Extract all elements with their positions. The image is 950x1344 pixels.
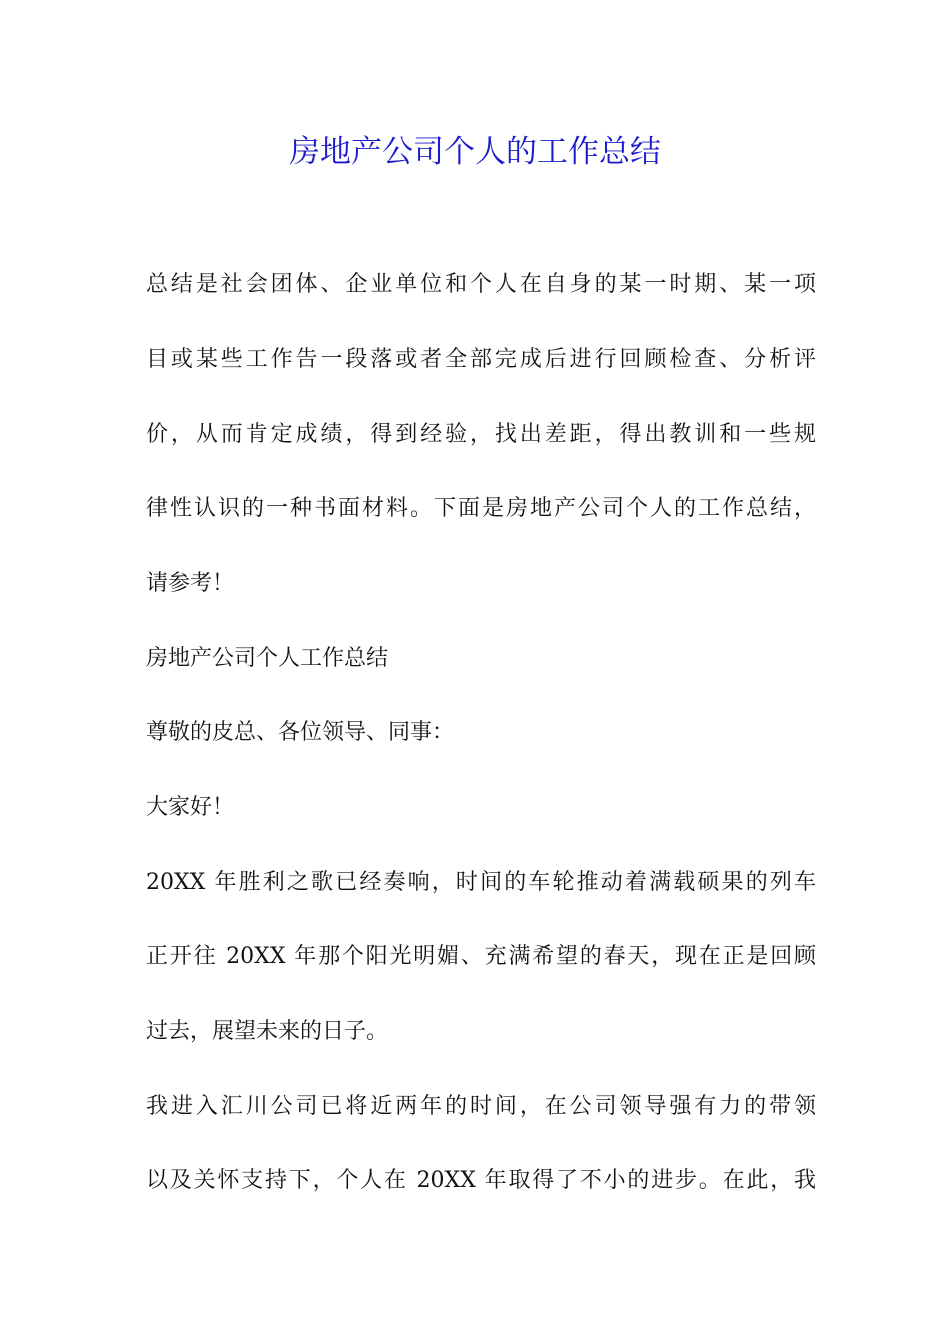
salutation: 尊敬的皮总、各位领导、同事： [146,720,455,745]
body-line-1: 总结是社会团体、企业单位和个人在自身的某一时期、某一项 [146,272,816,297]
body-line-9: 20XX 年胜利之歌已经奏响，时间的车轮推动着满载硕果的列车 [146,870,816,895]
section-heading: 房地产公司个人工作总结 [146,646,389,671]
body-line-3: 价，从而肯定成绩，得到经验，找出差距，得出教训和一些规 [146,422,816,447]
body-line-13: 以及关怀支持下，个人在 20XX 年取得了不小的进步。在此，我 [146,1168,816,1193]
body-line-10: 正开往 20XX 年那个阳光明媚、充满希望的春天，现在正是回顾 [146,944,816,969]
body-line-11: 过去，展望未来的日子。 [146,1019,389,1044]
body-line-2: 目或某些工作告一段落或者全部完成后进行回顾检查、分析评 [146,347,816,372]
body-line-4: 律性认识的一种书面材料。下面是房地产公司个人的工作总结， [146,496,816,521]
body-line-5: 请参考！ [146,571,235,596]
body-line-12: 我进入汇川公司已将近两年的时间，在公司领导强有力的带领 [146,1094,816,1119]
greeting: 大家好！ [146,795,235,820]
document-title: 房地产公司个人的工作总结 [289,134,661,170]
